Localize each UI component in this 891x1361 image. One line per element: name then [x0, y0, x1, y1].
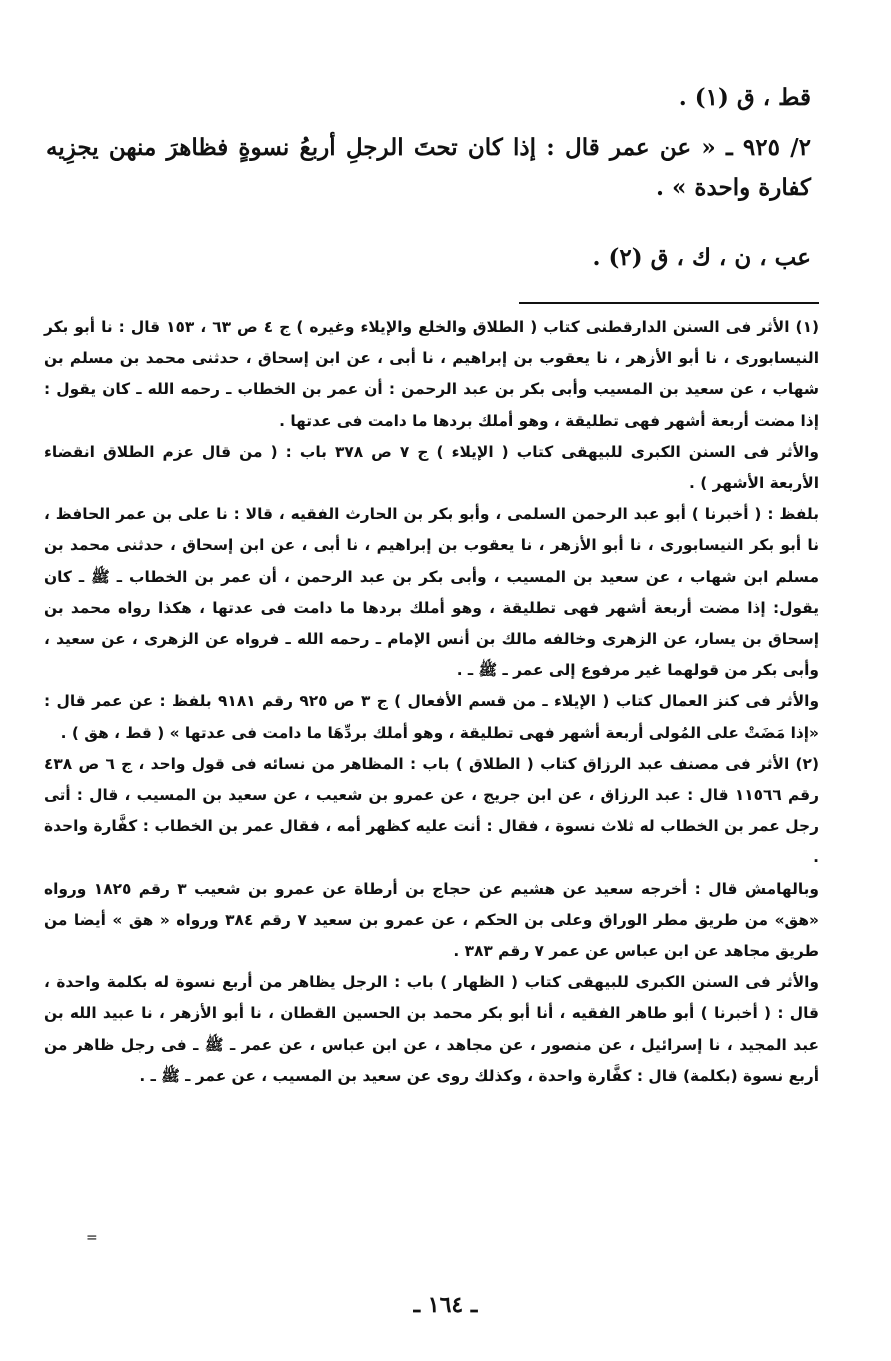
hadith-sources: عب ، ن ، ك ، ق (٢) .: [592, 244, 811, 271]
footnote-1-bayhaqi: والأثر فى السنن الكبرى للبيهقى كتاب ( الإيلاء ) ج ٧ ص ٣٧٨ باب : ( من قال عزم الطلاق انقضاء الأربعة الأشهر ) .: [44, 442, 819, 493]
continuation-mark: =: [86, 1230, 98, 1246]
page-number: ـ ١٦٤ ـ: [413, 1292, 478, 1318]
footnote-separator: [519, 302, 819, 304]
footnote-2: (٢) الأثر فى مصنف عبد الرزاق كتاب ( الطلاق ) باب : المظاهر من نسائه فى قول واحد ، ج ٦ ص ٤٣٨ رقم ١١٥٦٦ قال : عبد الرزاق ، عن ابن جريج ، عن عمرو بن شعيب ، عن سعيد بن المسيب ، قال : أتى رجل عمر بن الخطاب له ثلاث نسوة ، فقال : أنت عليه كظهر أمه ، فقال عمر بن الخطاب : كفَّارة واحدة .: [44, 754, 819, 867]
footnote-1: (١) الأثر فى السنن الدارقطنى كتاب ( الطلاق والخلع والإيلاء وغيره ) ج ٤ ص ٦٣ ، ١٥٣ قال : نا أبو بكر النيسابورى ، نا أبو الأزهر ، نا يعقوب بن إبراهيم ، نا أبى ، عن ابن إسحاق ، حدثنى محمد بن مسلم بن شهاب ، عن سعيد بن المسيب وأبى بكر بن عبد الرحمن : أن عمر بن الخطاب ـ رحمه الله ـ كان يقول : إذا مضت أربعة أشهر فهى تطليقة ، وهو أملك بردها ما دامت فى عدتها .: [44, 318, 820, 430]
footnote-2-margin: وبالهامش قال : أخرجه سعيد عن هشيم عن حجاج بن أرطاة عن عمرو بن شعيب ٣ رقم ١٨٢٥ ورواه «هق» من طريق مطر الوراق وعلى بن الحكم ، عن عمرو بن سعيد ٧ رقم ٣٨٤ ورواه « هق » أيضا من طريق مجاهد عن ابن عباس عن عمر ٧ رقم ٣٨٣ .: [44, 879, 819, 961]
hadith-925: ٢/ ٩٢٥ ـ « عن عمر قال : إذا كان تحتَ الرجلِ أربعُ نسوةٍ فظاهرَ منهن يجزِيه كفارة واحدة » .: [46, 134, 811, 201]
footnote-1-bayhaqi-text: بلفظ : ( أخبرنا ) أبو عبد الرحمن السلمى ، وأبو بكر بن الحارث الفقيه ، قالا : نا على بن عمر الحافظ ، نا أبو بكر النيسابورى ، نا أبو الأزهر ، نا يعقوب بن إبراهيم ، نا أبى ، عن ابن إسحاق ، حدثنى محمد بن مسلم ابن شهاب ، عن سعيد بن المسيب ، وأبى بكر بن عبد الرحمن ، أن عمر بن الخطاب ـ ﷺ ـ كان يقول: إذا مضت أربعة أشهر فهى تطليقة ، وهو أملك بردها ما دامت فى عدتها ، هكذا رواه محمد بن إسحاق بن يسار، عن الزهرى وخالفه مالك بن أنس الإمام ـ رحمه الله ـ فرواه عن الزهرى ، عن سعيد ، وأبى بكر من قولهما غير مرفوع إلى عمر ـ ﷺ ـ .: [44, 505, 819, 680]
source-abbreviations-line: قط ، ق (١) .: [678, 84, 811, 111]
footnotes: [44, 312, 819, 1092]
footnote-2-bayhaqi: والأثر فى السنن الكبرى للبيهقى كتاب ( الظهار ) باب : الرجل يظاهر من أربع نسوة له بكلمة واحدة ، قال : ( أخبرنا ) أبو طاهر الفقيه ، أنا أبو بكر محمد بن الحسين القطان ، نا أبو الأزهر ، نا عبيد الله بن عبد المجيد ، نا إسرائيل ، عن منصور ، عن مجاهد ، عن ابن عباس ، عن عمر ـ ﷺ ـ فى رجل ظاهر من أربع نسوة (بكلمة) قال : كفَّارة واحدة ، وكذلك روى عن سعيد بن المسيب ، عن عمر ـ ﷺ ـ .: [44, 973, 819, 1085]
hadith-text: [46, 128, 811, 208]
footnote-1-kanz: والأثر فى كنز العمال كتاب ( الإيلاء ـ من قسم الأفعال ) ج ٣ ص ٩٢٥ رقم ٩١٨١ بلفظ : عن عمر قال : «إذا مَضَتْ على المُولى أربعة أشهر فهى تطليقة ، وهو أملك بردِّهَا ما دامت فى عدتها » ( قط ، هق ) .: [44, 692, 820, 742]
